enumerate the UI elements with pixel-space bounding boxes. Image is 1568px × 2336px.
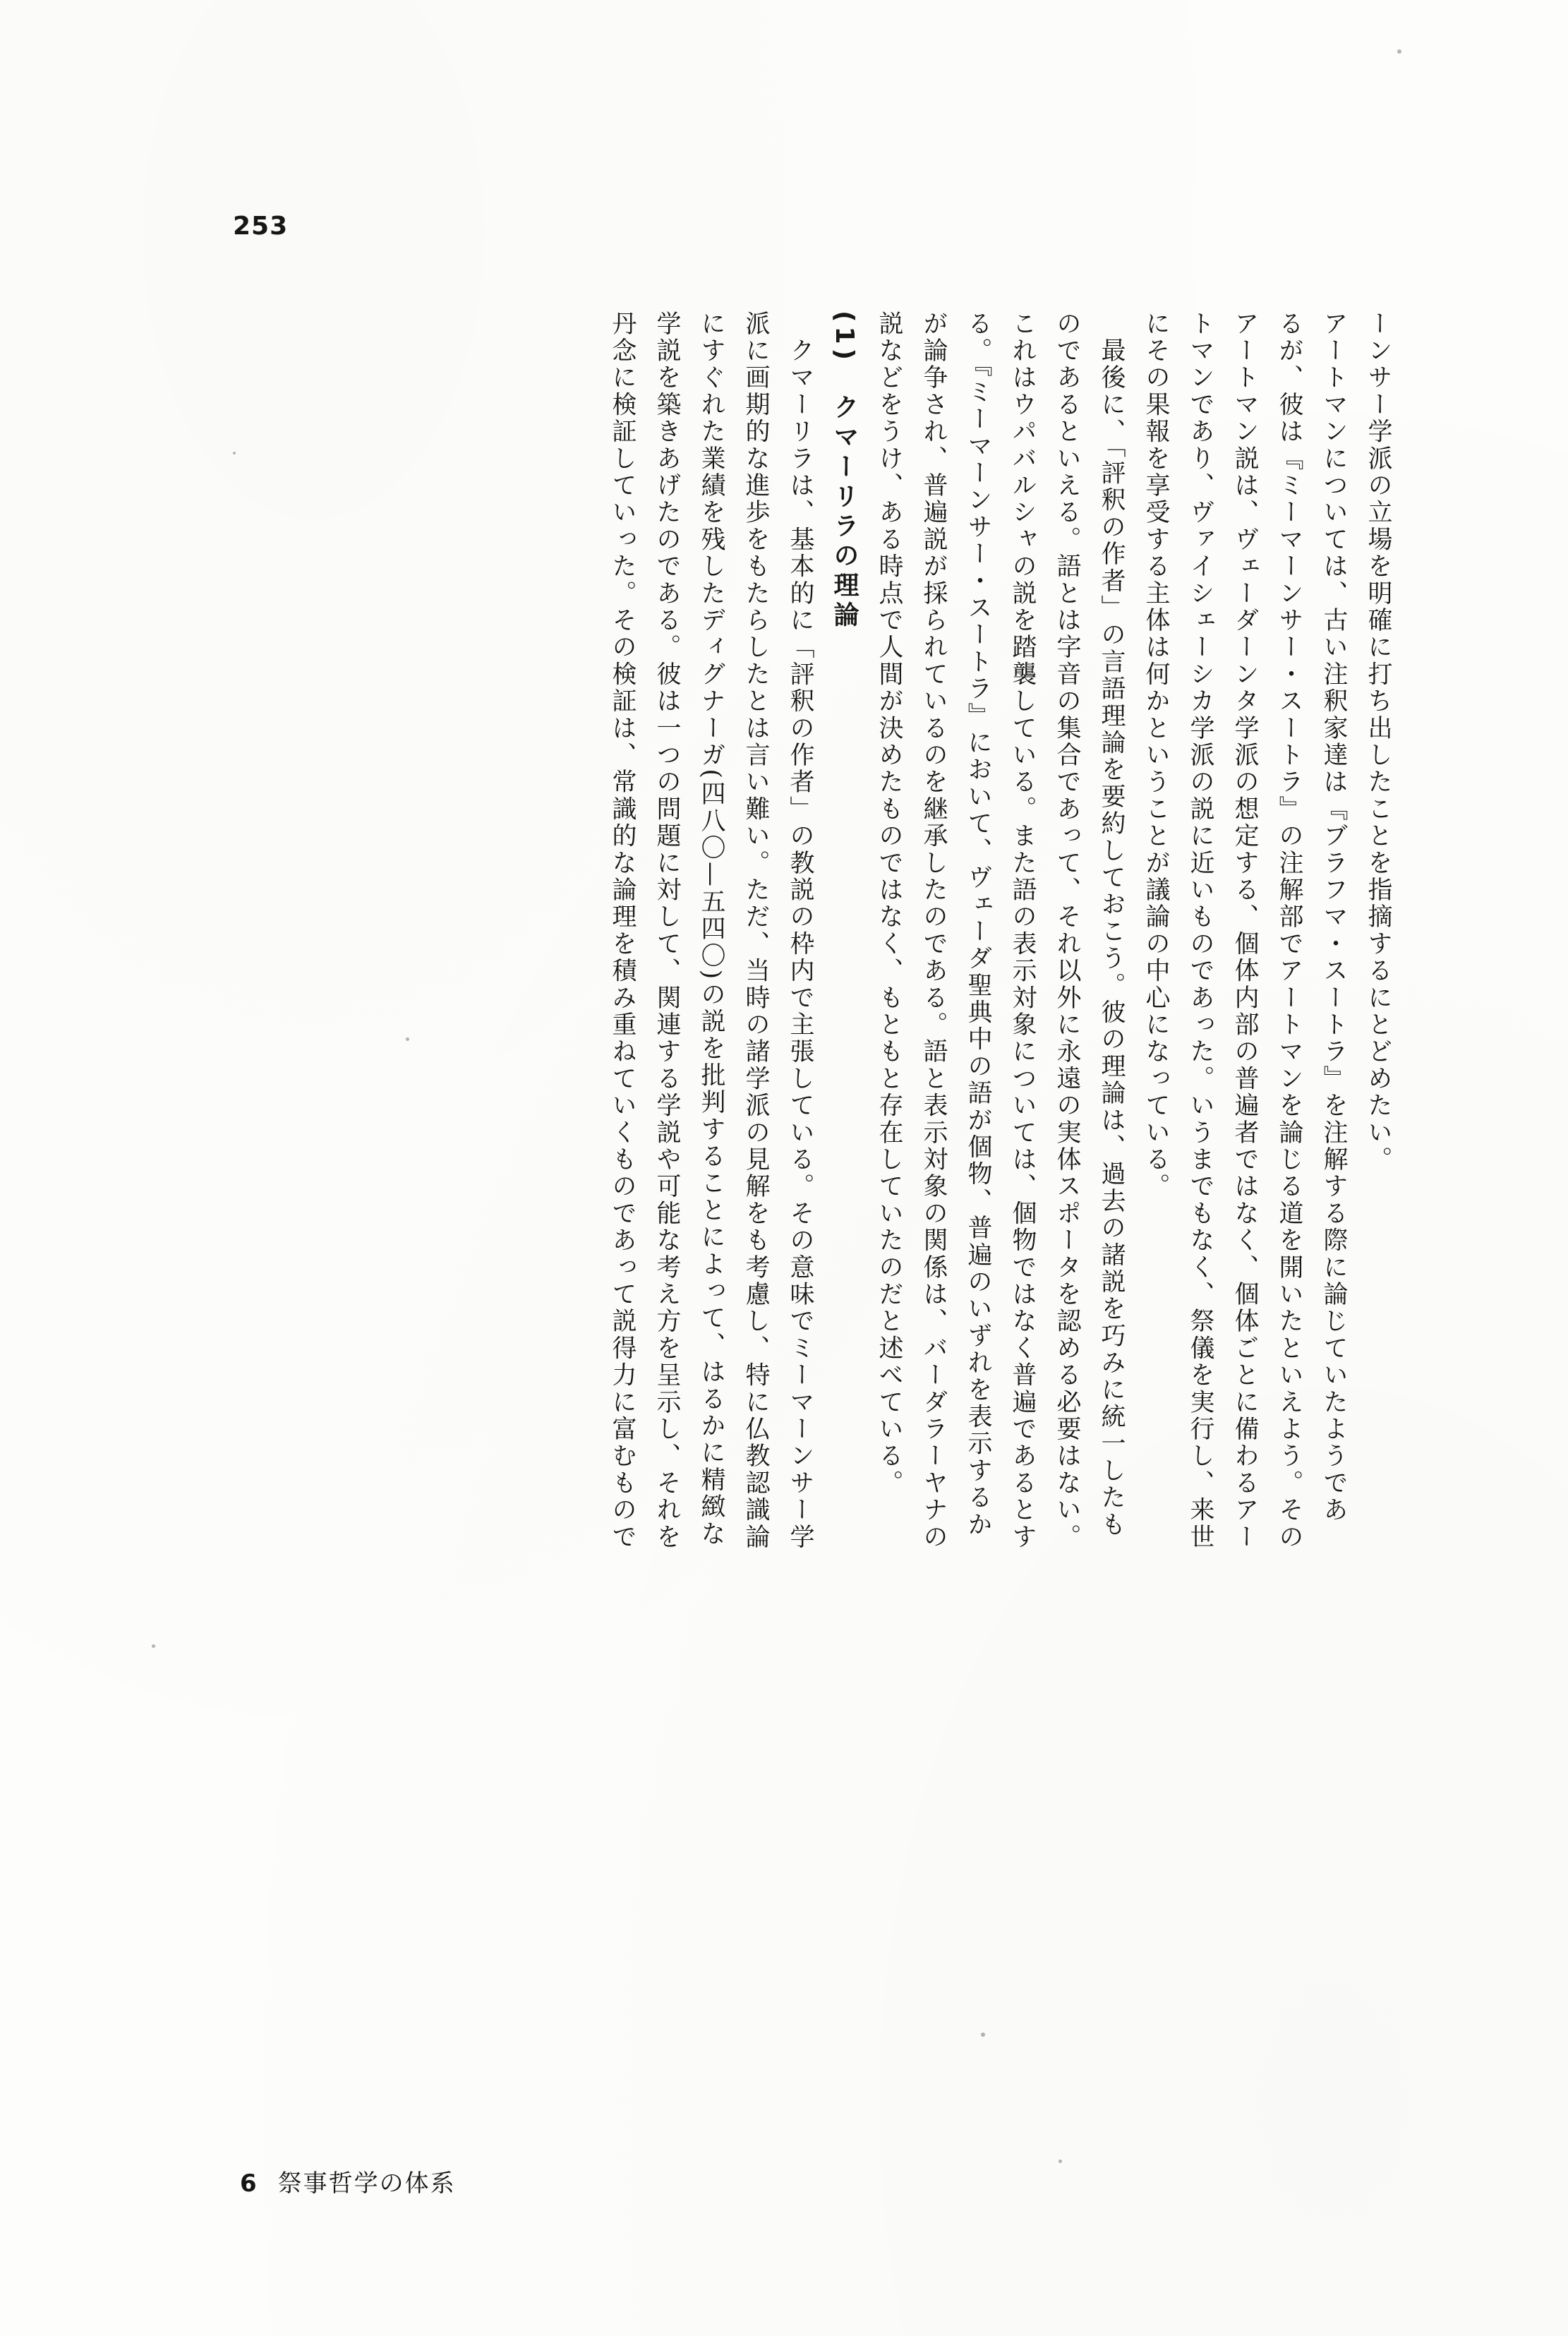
- text-column: る。『ミーマーンサー・スートラ』において、ヴェーダ聖典中の語が個物、普遍のいずれを表示するか: [964, 311, 992, 1539]
- text-column: ーンサー学派の立場を明確に打ち出したことを指摘するにとどめたい。: [1364, 311, 1392, 1174]
- scan-speck: [233, 452, 236, 454]
- text-column: トマンであり、ヴァイシェーシカ学派の説に近いものであった。いうまでもなく、祭儀を実行し、来世: [1186, 311, 1214, 1551]
- text-column: 説などをうけ、ある時点で人間が決めたものではなく、もともと存在していたのだと述べている。: [875, 311, 903, 1497]
- text-column: アートマン説は、ヴェーダーンタ学派の想定する、個体内部の普遍者ではなく、個体ごとに備わるアー: [1231, 311, 1259, 1551]
- scan-speck: [406, 1037, 409, 1041]
- footer-chapter-title: 祭事哲学の体系: [277, 2169, 456, 2198]
- vertical-text-block: [176, 311, 1390, 2018]
- text-column: これはウパバルシャの説を踏襲している。また語の表示対象については、個物ではなく普遍であるとす: [1008, 311, 1037, 1551]
- text-column: にその果報を享受する主体は何かということが議論の中心になっている。: [1142, 311, 1170, 1200]
- section-heading: (1) クマーリラの理論: [830, 311, 859, 631]
- text-column: るが、彼は『ミーマーンサー・スートラ』の注解部でアートマンを論じる道を開いたといえよう。その: [1275, 311, 1303, 1551]
- text-column: アートマンについては、古い注釈家達は『ブラフマ・スートラ』を注解する際に論じていたようであ: [1320, 311, 1348, 1524]
- scan-speck: [152, 1644, 155, 1648]
- scan-speck: [1397, 49, 1401, 54]
- text-column: のであるといえる。語とは字音の集合であって、それ以外に永遠の実体スポータを認める必要はない。: [1053, 311, 1081, 1551]
- text-column: が論争され、普遍説が採られているのを継承したのである。語と表示対象の関係は、バーダラーヤナの: [919, 311, 948, 1551]
- text-column: 派に画期的な進歩をもたらしたとは言い難い。ただ、当時の諸学派の見解をも考慮し、特に仏教認識論: [742, 311, 770, 1551]
- text-column: 最後に、「評釈の作者」の言語理論を要約しておこう。彼の理論は、過去の諸説を巧みに統一したも: [1097, 311, 1126, 1539]
- text-column: 学説を築きあげたのである。彼は一つの問題に対して、関連する学説や可能な考え方を呈示し、それを: [653, 311, 681, 1551]
- text-column: 丹念に検証していった。その検証は、常識的な論理を積み重ねていくものであって説得力に富むもので: [608, 311, 637, 1551]
- text-column: クマーリラは、基本的に「評釈の作者」の教説の枠内で主張している。その意味でミーマーンサー学: [786, 311, 814, 1551]
- scan-speck: [981, 2033, 985, 2037]
- page-number: 253: [233, 212, 289, 241]
- text-column: にすぐれた業績を残したディグナーガ(四八〇—五四〇)の説を批判することによって、はるかに精緻な: [697, 311, 725, 1548]
- scan-speck: [1059, 2160, 1062, 2163]
- running-footer: [240, 2164, 456, 2198]
- footer-chapter-number: 6: [240, 2169, 257, 2198]
